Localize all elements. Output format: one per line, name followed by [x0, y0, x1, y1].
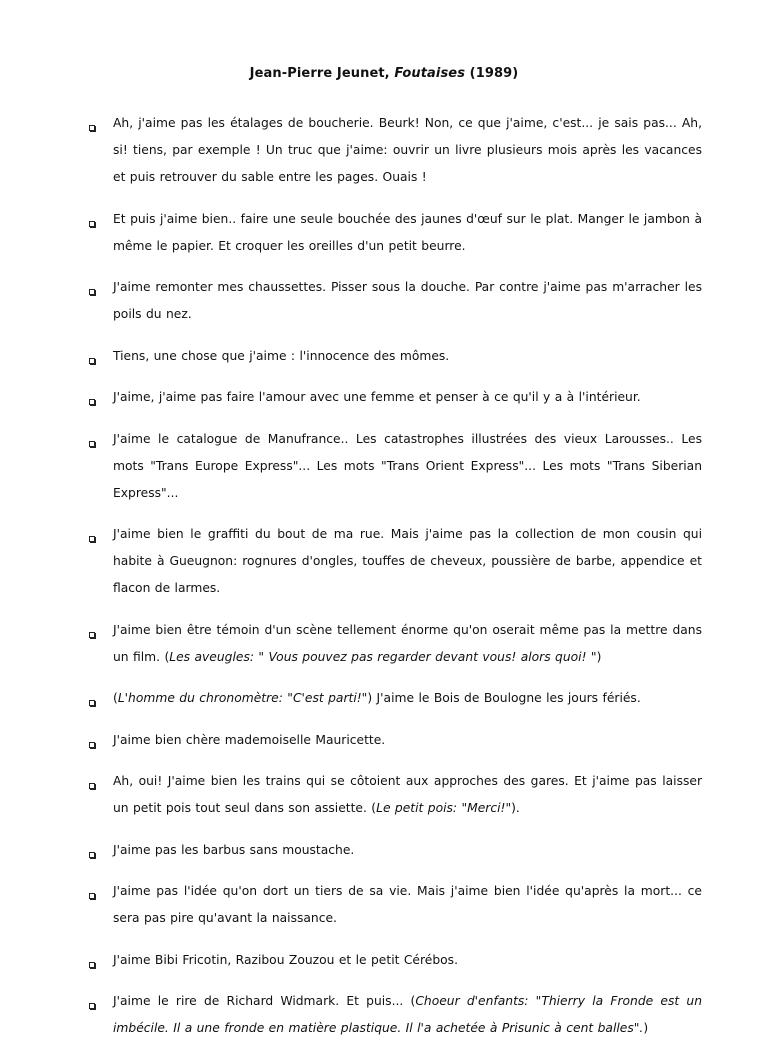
checkbox-bullet-icon: [89, 962, 95, 968]
list-item: [0, 110, 768, 191]
list-item-text: [113, 685, 702, 712]
list-item-text: [113, 768, 702, 822]
list-item: [0, 274, 768, 328]
list-item-text: [113, 727, 702, 754]
list-item-text: [113, 274, 702, 328]
checkbox-bullet-icon: [89, 399, 95, 405]
checkbox-bullet-icon: [89, 289, 95, 295]
text-segment: Ah, j'aime pas les étalages de boucherie. Beurk! Non, ce que j'aime, c'est... je sais pas... Ah, si! tiens, par exemple ! Un truc que j'aime: ouvrir un livre plusieurs mois après les vacances et puis retrouver du sable entre les pages. Ouais !: [113, 116, 702, 184]
checkbox-bullet-icon: [89, 783, 95, 789]
text-segment: J'aime remonter mes chaussettes. Pisser sous la douche. Par contre j'aime pas m'arracher les poils du nez.: [113, 280, 702, 321]
italic-quote: Le petit pois: "Merci!": [376, 801, 512, 815]
text-segment: ).: [511, 801, 520, 815]
list-item-text: [113, 617, 702, 671]
checkbox-bullet-icon: [89, 893, 95, 899]
title-author: Jean-Pierre Jeunet,: [249, 66, 395, 81]
list-item: [0, 988, 768, 1042]
text-segment: J'aime pas les barbus sans moustache.: [113, 842, 355, 857]
checkbox-bullet-icon: [89, 632, 95, 638]
text-segment: ): [596, 649, 602, 664]
text-segment: Et puis j'aime bien.. faire une seule bouchée des jaunes d'œuf sur le plat. Manger le jambon à même le papier. Et croquer les oreilles d'un petit beurre.: [113, 211, 702, 253]
checkbox-bullet-icon: [89, 358, 95, 364]
quote-list: [0, 110, 768, 1057]
title-year: (1989): [465, 66, 519, 81]
text-segment: J'aime, j'aime pas faire l'amour avec une femme et penser à ce qu'il y a à l'intérieur.: [113, 390, 641, 404]
list-item: [0, 384, 768, 411]
list-item-text: [113, 206, 702, 260]
checkbox-bullet-icon: [89, 852, 95, 858]
text-segment: (: [113, 691, 118, 705]
text-segment: ): [643, 1021, 649, 1035]
list-item: [0, 727, 768, 754]
text-segment: J'aime Bibi Fricotin, Razibou Zouzou et le petit Cérébos.: [113, 952, 458, 967]
list-item-text: [113, 426, 702, 507]
list-item: [0, 947, 768, 974]
list-item: [0, 426, 768, 507]
list-item-text: [113, 947, 702, 974]
checkbox-bullet-icon: [89, 536, 95, 542]
list-item-text: [113, 343, 702, 370]
text-segment: J'aime bien le graffiti du bout de ma rue. Mais j'aime pas la collection de mon cousin qui habite à Gueugnon: rognures d'ongles, touffes de cheveux, poussière de barbe, appendice et flacon de larmes.: [113, 527, 702, 595]
list-item-text: [113, 521, 702, 602]
text-segment: J'aime le catalogue de Manufrance.. Les catastrophes illustrées des vieux Larousses.. Les mots "Trans Europe Express"... Les mots "Trans Orient Express"... Les mots "Trans Siberian Express"...: [113, 431, 702, 500]
list-item: [0, 521, 768, 602]
list-item: [0, 343, 768, 370]
checkbox-bullet-icon: [89, 221, 95, 227]
checkbox-bullet-icon: [89, 125, 95, 131]
text-segment: Ah, oui! J'aime bien les trains qui se côtoient aux approches des gares. Et j'aime pas laisser un petit pois tout seul dans son assiette. (: [113, 774, 702, 815]
text-segment: ) J'aime le Bois de Boulogne les jours fériés.: [367, 691, 641, 705]
text-segment: Tiens, une chose que j'aime : l'innocence des mômes.: [113, 348, 450, 363]
italic-quote: Choeur d'enfants: "Thierry la Fronde est un imbécile. Il a une fronde en matière plastique. Il l'a achetée à Prisunic à cent balles".: [113, 994, 702, 1035]
list-item: [0, 206, 768, 260]
title-work: Foutaises: [394, 66, 466, 81]
list-item-text: [113, 837, 702, 864]
list-item: [0, 878, 768, 932]
italic-quote: L'homme du chronomètre: "C'est parti!": [117, 691, 368, 705]
text-segment: J'aime pas l'idée qu'on dort un tiers de sa vie. Mais j'aime bien l'idée qu'après la mort... ce sera pas pire qu'avant la naissance.: [113, 884, 702, 925]
list-item-text: [113, 878, 702, 932]
text-segment: J'aime bien chère mademoiselle Mauricette.: [113, 732, 386, 747]
italic-quote: Les aveugles: " Vous pouvez pas regarder devant vous! alors quoi! ": [169, 649, 597, 664]
list-item-text: [113, 988, 702, 1042]
list-item: [0, 837, 768, 864]
checkbox-bullet-icon: [89, 1003, 95, 1009]
list-item-text: [113, 110, 702, 191]
checkbox-bullet-icon: [89, 441, 95, 447]
page-title: [0, 66, 768, 81]
list-item: [0, 768, 768, 822]
checkbox-bullet-icon: [89, 700, 95, 706]
text-segment: J'aime le rire de Richard Widmark. Et puis... (: [113, 994, 416, 1008]
checkbox-bullet-icon: [89, 742, 95, 748]
list-item-text: [113, 384, 702, 411]
list-item: [0, 617, 768, 671]
text-segment: J'aime bien être témoin d'un scène tellement énorme qu'on oserait même pas la mettre dans un film. (: [113, 622, 702, 664]
list-item: [0, 685, 768, 712]
